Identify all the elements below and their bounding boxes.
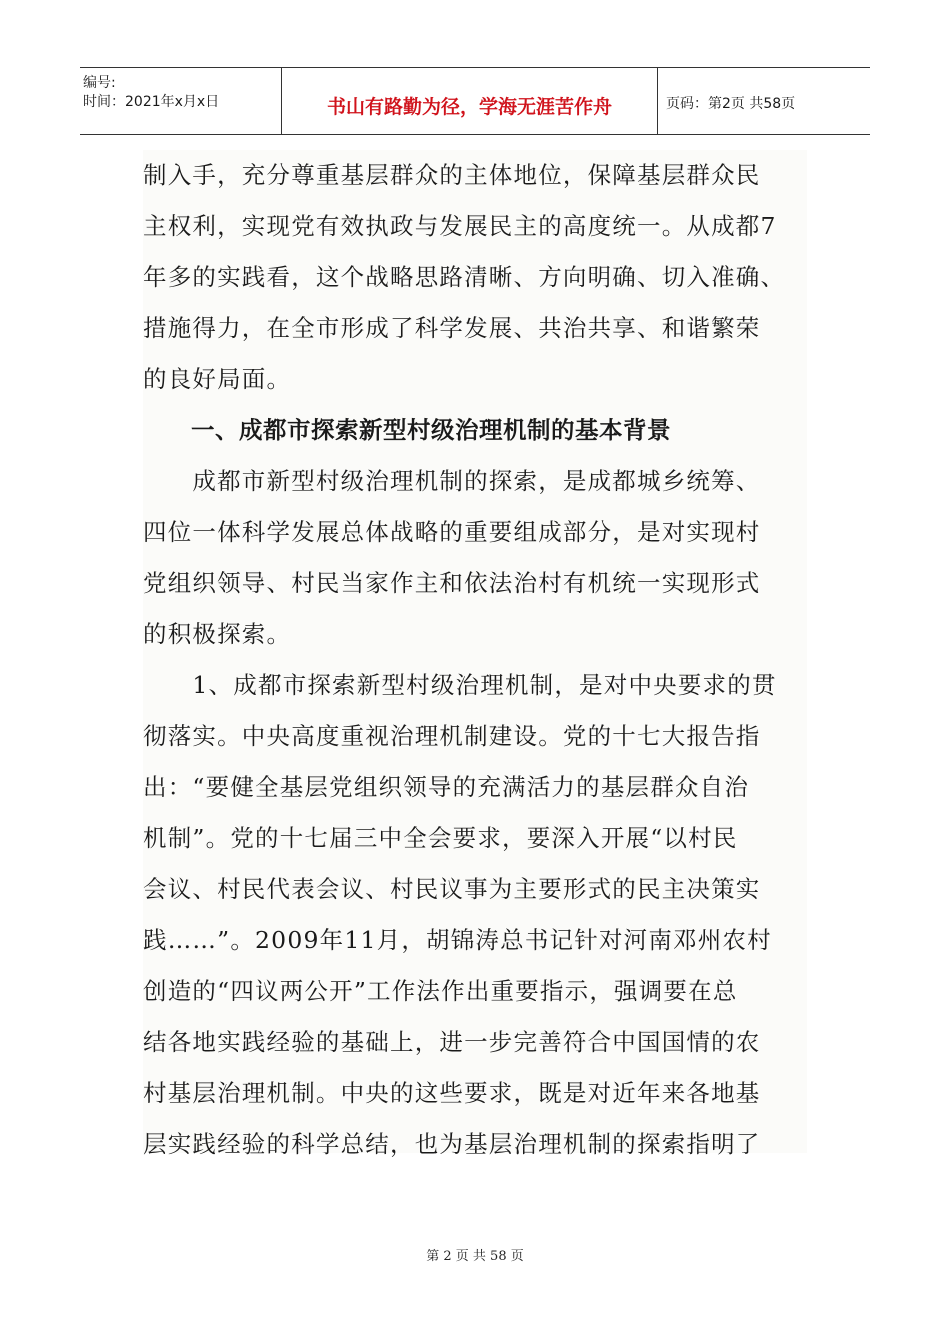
page-header xyxy=(80,67,870,135)
body-line: 四位一体科学发展总体战略的重要组成部分，是对实现村 xyxy=(143,518,761,546)
date-label: 时间：2021年x月x日 xyxy=(83,94,220,110)
body-line: 主权利，实现党有效执政与发展民主的高度统一。从成都7 xyxy=(143,212,777,240)
body-line: 的积极探索。 xyxy=(143,620,292,648)
serial-number-label: 编号: xyxy=(83,75,116,91)
header-motto: 书山有路勤为径，学海无涯苦作舟 xyxy=(282,68,658,134)
body-line: 出：“要健全基层党组织领导的充满活力的基层群众自治 xyxy=(143,773,750,801)
body-line: 的良好局面。 xyxy=(143,365,292,393)
body-line: 结各地实践经验的基础上，进一步完善符合中国国情的农 xyxy=(143,1028,761,1056)
body-line: 践……”。2009年11月，胡锦涛总书记针对河南邓州农村 xyxy=(143,926,772,954)
body-line: 会议、村民代表会议、村民议事为主要形式的民主决策实 xyxy=(143,875,761,903)
page-footer: 第 2 页 共 58 页 xyxy=(426,1249,524,1264)
body-line: 党组织领导、村民当家作主和依法治村有机统一实现形式 xyxy=(143,569,761,597)
section-heading: 一、成都市探索新型村级治理机制的基本背景 xyxy=(143,416,671,444)
body-line: 措施得力，在全市形成了科学发展、共治共享、和谐繁荣 xyxy=(143,314,761,342)
body-line: 成都市新型村级治理机制的探索，是成都城乡统筹、 xyxy=(143,467,761,495)
body-line: 村基层治理机制。中央的这些要求，既是对近年来各地基 xyxy=(143,1079,761,1107)
body-line: 年多的实践看，这个战略思路清晰、方向明确、切入准确、 xyxy=(143,263,786,291)
header-meta xyxy=(80,68,282,134)
body-line: 层实践经验的科学总结，也为基层治理机制的探索指明了 xyxy=(143,1130,761,1158)
body-line: 制入手，充分尊重基层群众的主体地位，保障基层群众民 xyxy=(143,161,761,189)
body-line: 彻落实。中央高度重视治理机制建设。党的十七大报告指 xyxy=(143,722,761,750)
body-line: 1、成都市探索新型村级治理机制，是对中央要求的贯 xyxy=(143,671,777,699)
body-line: 机制”。党的十七届三中全会要求，要深入开展“以村民 xyxy=(143,824,738,852)
document-body xyxy=(143,150,807,1158)
body-line: 创造的“四议两公开”工作法作出重要指示，强调要在总 xyxy=(143,977,738,1005)
header-page-info: 页码：第2页 共58页 xyxy=(666,96,796,112)
